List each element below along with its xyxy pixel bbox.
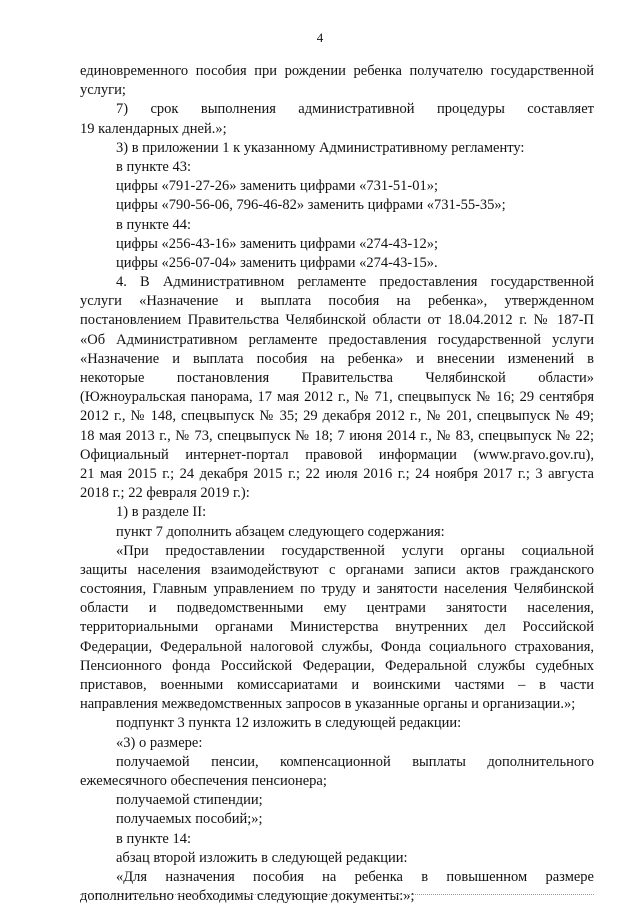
text-line: цифры «256-07-04» заменить цифрами «274-43-15». [116,254,438,271]
text-line: «3) о размере: [116,734,203,751]
page-number: 4 [316,30,324,45]
text-line: постановлением Правительства Челябинской области от 18.04.2012 г. № 187-П [80,312,594,329]
text-line: получаемой стипендии; [116,792,263,809]
text-line: цифры «790-56-06, 796-46-82» заменить цифрами «731-55-35»; [116,197,506,214]
text-line: 18 мая 2013 г., № 73, спецвыпуск № 18; 7 июня 2014 г., № 83, спецвыпуск № 22; [80,427,594,444]
text-line: подпункт 3 пункта 12 изложить в следующей редакции: [116,715,462,732]
text-line: 19 календарных дней.»; [80,120,227,137]
text-line: единовременного пособия при рождении ребенка получателю государственной [80,63,594,79]
text-line: состояния, Главным управлением по труду и занятости населения Челябинской [80,581,594,598]
text-line: некоторые постановления Правительства Челябинской области» [80,370,594,386]
text-line: (Южноуральская панорама, 17 мая 2012 г., № 71, спецвыпуск № 16; 29 сентября [80,389,594,406]
text-line: получаемых пособий;»; [116,811,263,828]
text-line: пункт 7 дополнить абзацем следующего содержания: [116,523,445,540]
text-line: дополнительно необходимы следующие документы:»; [80,888,415,905]
text-line: в пункте 14: [116,830,192,847]
text-line: «При предоставлении государственной услуги органы социальной [116,542,594,559]
text-line: в пункте 43: [116,158,192,175]
text-line: защиты населения взаимодействуют с органами записи актов гражданского [80,561,594,578]
text-line: услуги; [80,82,126,99]
bottom-divider [80,894,594,895]
text-line: Официальный интернет-портал правовой информации (www.pravo.gov.ru), [80,446,594,463]
text-line: цифры «791-27-26» заменить цифрами «731-51-01»; [116,178,439,195]
text-line: 21 мая 2015 г.; 24 декабря 2015 г.; 22 июля 2016 г.; 24 ноября 2017 г.; 3 августа [80,465,594,482]
text-line: области и подведомственными ему центрами занятости населения, [80,600,594,617]
text-line: 2018 г.; 22 февраля 2019 г.): [80,485,250,502]
document-body [80,62,594,906]
text-line: «Об Административном регламенте предоставления государственной услуги [80,331,594,348]
text-line: приставов, военными комиссариатами и воинскими частями – в части [80,677,594,693]
text-line: услуги «Назначение и выплата пособия на ребенка», утвержденном [80,293,594,310]
text-line: 4. В Административном регламенте предоставления государственной [116,274,594,291]
text-line: 2012 г., № 148, спецвыпуск № 35; 29 декабря 2012 г., № 201, спецвыпуск № 49; [80,408,594,425]
text-line: в пункте 44: [116,216,192,233]
text-line: получаемой пенсии, компенсационной выплаты дополнительного [116,753,594,770]
text-line: 7) срок выполнения административной процедуры составляет [116,101,594,118]
text-line: «Назначение и выплата пособия на ребенка» и внесении изменений в [80,350,594,367]
text-line: абзац второй изложить в следующей редакции: [116,849,408,866]
text-line: 1) в разделе II: [116,504,207,521]
text-line: территориальными органами Министерства внутренних дел Российской [80,619,594,636]
text-line: цифры «256-43-16» заменить цифрами «274-43-12»; [116,235,439,252]
text-line: ежемесячного обеспечения пенсионера; [80,772,327,789]
text-line: Федерации, Федеральной налоговой службы, Фонда социального страхования, [80,638,594,655]
text-line: Пенсионного фонда Российской Федерации, Федеральной службы судебных [80,657,594,674]
text-line: направления межведомственных запросов в указанные органы и организации.»; [80,696,576,713]
text-line: «Для назначения пособия на ребенка в повышенном размере [116,868,594,885]
text-line: 3) в приложении 1 к указанному Административному регламенту: [116,139,525,156]
